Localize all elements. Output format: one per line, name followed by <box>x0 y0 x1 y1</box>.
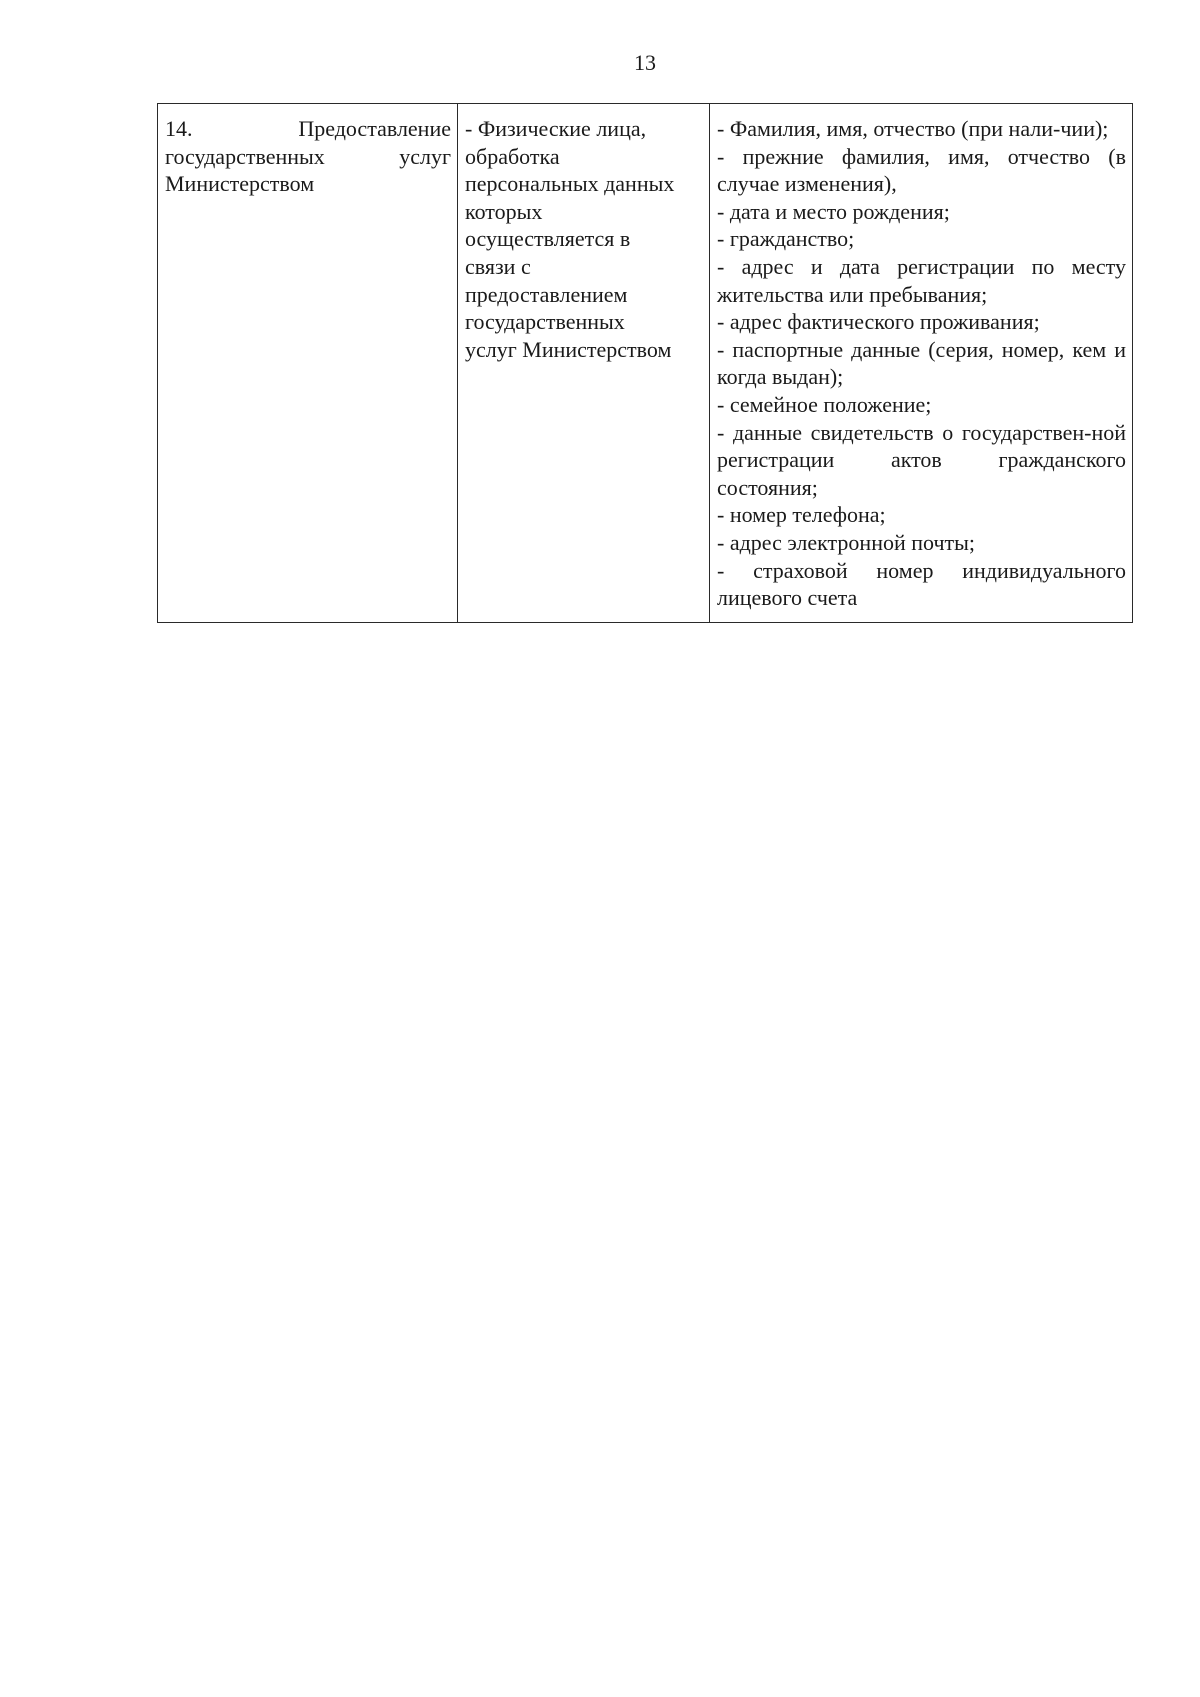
subjects-line: осуществляется в <box>465 226 631 252</box>
service-word: Министерством <box>165 171 315 197</box>
subjects-line: обработка <box>465 143 560 169</box>
list-item: - адрес и дата регистрации по месту жительства или пребывания; <box>717 253 1126 307</box>
list-item: - Фамилия, имя, отчество (при нали-чии); <box>717 116 1109 141</box>
subjects-line: предоставлением <box>465 281 628 307</box>
subjects-cell <box>458 104 710 623</box>
service-cell <box>158 104 458 623</box>
subjects-line: связи с <box>465 253 531 279</box>
list-item: - номер телефона; <box>717 502 886 528</box>
data-cell <box>710 104 1133 623</box>
list-item: - паспортные данные (серия, номер, кем и когда выдан); <box>717 336 1126 390</box>
subjects-line: - Физические лица, <box>465 116 647 141</box>
subjects-line: персональных данных <box>465 171 675 197</box>
list-item: - данные свидетельств о государствен-ной регистрации актов гражданского состояния; <box>717 419 1126 500</box>
list-item: - страховой номер индивидуального лицевого счета <box>717 557 1126 611</box>
page-number: 13 <box>634 50 656 75</box>
list-item: - адрес электронной почты; <box>717 529 976 555</box>
subjects-line: которых <box>465 198 543 224</box>
list-item: - прежние фамилия, имя, отчество (в случае изменения), <box>717 143 1126 197</box>
service-word: государственных <box>165 143 325 169</box>
subjects-line: услуг Министерством <box>465 336 672 362</box>
list-item: - гражданство; <box>717 226 855 252</box>
item-number: 14. <box>165 116 193 141</box>
service-word: услуг <box>399 143 451 169</box>
list-item: - адрес фактического проживания; <box>717 309 1040 335</box>
table-row <box>158 104 1133 623</box>
subjects-line: государственных <box>465 309 625 335</box>
list-item: - семейное положение; <box>717 391 932 417</box>
personal-data-table <box>157 103 1133 623</box>
list-item: - дата и место рождения; <box>717 198 950 224</box>
service-word: Предоставление <box>298 116 451 141</box>
